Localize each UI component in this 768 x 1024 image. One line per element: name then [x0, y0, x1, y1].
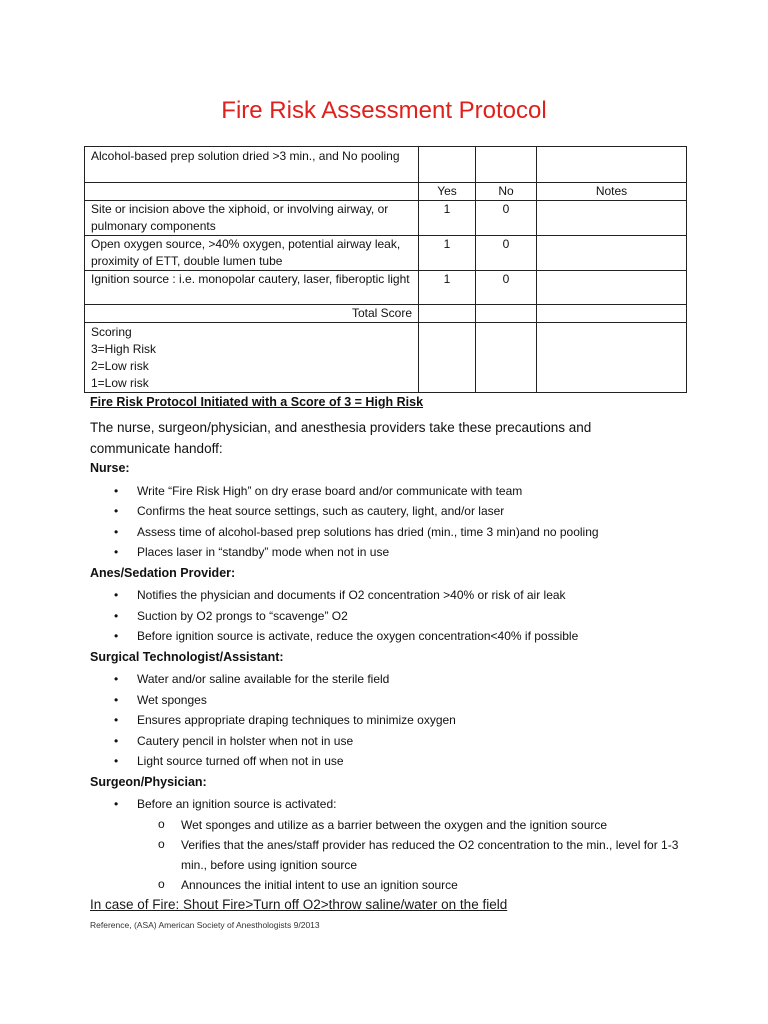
- criterion-label: Site or incision above the xiphoid, or involving airway, or pulmonary components: [85, 201, 419, 236]
- table-row: [85, 201, 687, 236]
- no-value: 0: [476, 236, 537, 271]
- page-title: Fire Risk Assessment Protocol: [221, 97, 547, 124]
- reference-note: Reference, (ASA) American Society of Anesthologists 9/2013: [90, 920, 320, 930]
- tech-heading: Surgical Technologist/Assistant:: [90, 650, 284, 664]
- scoring-row: [85, 323, 687, 393]
- table-row: [85, 271, 687, 305]
- nurse-heading: Nurse:: [90, 461, 130, 475]
- anes-heading: Anes/Sedation Provider:: [90, 566, 236, 580]
- notes-header: Notes: [537, 183, 687, 201]
- total-row: [85, 305, 687, 323]
- yes-value: 1: [419, 236, 476, 271]
- fire-instruction: In case of Fire: Shout Fire>Turn off O2>throw saline/water on the field: [90, 897, 508, 912]
- no-value: 0: [476, 201, 537, 236]
- no-header: No: [476, 183, 537, 201]
- yes-header: Yes: [419, 183, 476, 201]
- total-yes-cell: [419, 305, 476, 323]
- yes-value: 1: [419, 271, 476, 305]
- criterion-label: Open oxygen source, >40% oxygen, potential airway leak, proximity of ETT, double lumen tube: [85, 236, 419, 271]
- criterion-label: Ignition source : i.e. monopolar cautery, laser, fiberoptic light: [85, 271, 419, 305]
- header-row: [85, 183, 687, 201]
- notes-cell: [537, 201, 687, 236]
- total-score-label: Total Score: [85, 305, 419, 323]
- table-row: [85, 147, 687, 183]
- surgeon-heading: Surgeon/Physician:: [90, 775, 207, 789]
- no-value: 0: [476, 271, 537, 305]
- table-row: [85, 236, 687, 271]
- yes-value: 1: [419, 201, 476, 236]
- total-no-cell: [476, 305, 537, 323]
- scoring-legend: Scoring 3=High Risk 2=Low risk 1=Low risk: [85, 323, 419, 393]
- risk-assessment-table: [84, 146, 687, 393]
- notes-cell: [537, 236, 687, 271]
- intro-text: The nurse, surgeon/physician, and anesthesia providers take these precautions and communicate handoff:: [90, 420, 592, 456]
- notes-cell: [537, 271, 687, 305]
- protocol-title: Fire Risk Protocol Initiated with a Score of 3 = High Risk: [90, 395, 424, 409]
- prep-solution-cell: Alcohol-based prep solution dried >3 min., and No pooling: [85, 147, 419, 183]
- total-notes-cell: [537, 305, 687, 323]
